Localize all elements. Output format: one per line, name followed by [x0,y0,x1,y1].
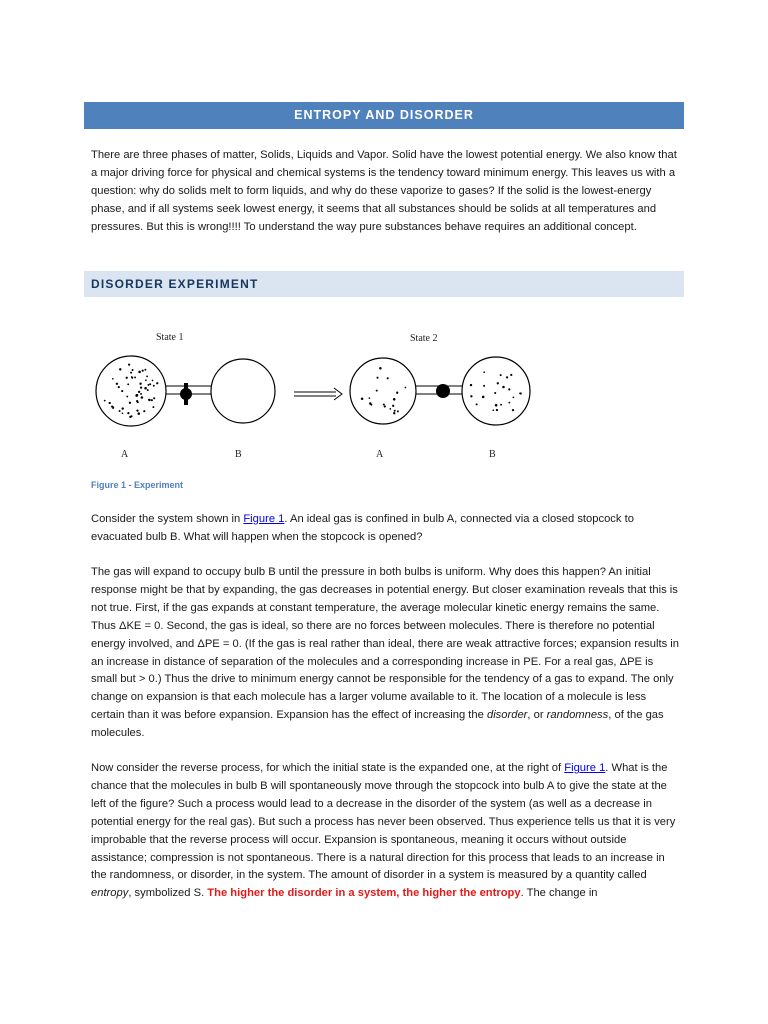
bulb-a-state2 [350,358,416,424]
gas-molecule-dot [369,397,371,399]
gas-molecule-dot [389,408,391,410]
gas-molecule-dot [151,399,153,401]
bulb-b-state1 [211,359,275,423]
state1-apparatus [96,356,275,426]
gas-molecule-dot [142,370,144,372]
gas-molecule-dot [132,369,134,371]
figure-caption: Figure 1 - Experiment [91,480,184,490]
gas-molecule-dot [376,390,378,392]
gas-molecule-dot [129,402,131,404]
gas-molecule-dot [476,403,478,405]
text: The gas will expand to occupy bulb B until the pressure in both bulbs is uniform. Why does this happen? An initial response might be that by expanding, the gas decreases in potential energy. But closer examination reveals that this is not true. First, if the gas expands at constant temperature, the average molecular kinetic energy remains the same. Thus ΔKE = 0. Second, the gas is ideal, so there are no forces between molecules. There is therefore no potential energy involved, and ΔPE = 0. (If the gas is real rather than ideal, there are weak attractive forces; expansion results in an increase in distance of separation of the molecules and a corresponding increase in PE. For a real gas, ΔPE is small but > 0.) Thus the drive to minimum energy cannot be responsible for the tendency of a gas to expand. The only change on expansion is that each molecule has a larger volume available to it. The location of a molecule is less certain than it was before expansion. Expansion has the effect of increasing the [91,566,679,722]
gas-molecule-dot [109,402,111,404]
paragraph-expansion [91,564,681,743]
gas-molecule-dot [129,416,131,418]
gas-molecule-dot [506,376,508,378]
gas-molecule-dot [149,383,151,385]
gas-molecule-dot [512,396,514,398]
gas-molecule-dot [138,391,140,393]
gas-molecule-dot [147,384,149,386]
gas-molecule-dot [405,387,407,389]
gas-molecule-dot [483,385,485,387]
bulb-label: A [121,449,129,460]
paragraph-reverse [91,760,681,903]
gas-molecule-dot [119,410,121,412]
gas-molecule-dot [116,383,118,385]
highlight-entropy-statement: The higher the disorder in a system, the higher the entropy [207,887,521,900]
experiment-diagram [84,320,684,470]
text: . What is the chance that the molecules in bulb B will spontaneously move through the stopcock into bulb A to give the state at the left of the figure? Such a process would lead to a decrease in the disorder of the system (as well as a decrease in potential energy for the real gas). But such a process has never been observed. Thus experience tells us that it is very improbable that the reverse process will occur. Expansion is spontaneous, meaning it occurs without outside assistance; compression is not spontaneous. There is a natural direction for this process that leads to an increase in the randomness, or disorder, in the system. The amount of disorder in a system is measured by a quantity called [91,762,676,882]
gas-molecule-dot [392,405,394,407]
gas-molecule-dot [140,386,142,388]
bulb-label: B [235,449,242,460]
gas-molecule-dot [496,409,498,411]
gas-molecule-dot [127,383,129,385]
stopcock-open [436,384,450,398]
gas-molecule-dot [370,404,372,406]
gas-molecule-dot [143,410,145,412]
gas-molecule-dot [146,376,148,378]
process-arrow [294,388,342,400]
gas-molecule-dot [361,397,364,400]
gas-molecule-dot [508,402,510,404]
gas-molecule-dot [140,393,142,395]
gas-molecule-dot [121,390,123,392]
gas-molecule-dot [495,404,498,407]
gas-molecule-dot [500,374,502,376]
paragraph-consider [91,511,681,547]
gas-molecule-dot [130,372,132,374]
gas-molecule-dot [492,409,494,411]
gas-molecule-dot [483,371,485,373]
gas-molecule-dot [396,392,398,394]
gas-molecule-dot [393,412,395,414]
text: . An ideal gas is confined in bulb A, connected via a closed stopcock to evacuated bulb B. What will happen when the stopcock is opened? [91,513,634,543]
gas-molecule-dot [397,410,399,412]
state2-label: State 2 [410,333,438,344]
text: . The change in [520,887,598,900]
gas-molecule-dot [519,392,521,394]
emphasis-randomness: randomness [546,709,609,722]
gas-molecule-dot [494,392,496,394]
gas-molecule-dot [119,368,121,370]
state1-label: State 1 [156,332,184,343]
gas-molecule-dot [145,379,147,381]
gas-molecule-dot [122,412,124,414]
gas-molecule-dot [470,384,472,386]
page-title: ENTROPY AND DISORDER [84,102,684,129]
gas-molecule-dot [137,401,139,403]
gas-molecule-dot [113,406,115,408]
gas-molecule-dot [497,382,499,384]
gas-molecule-dot [152,406,154,408]
gas-molecule-dot [508,388,510,390]
gas-molecule-dot [104,400,106,402]
gas-molecule-dot [112,378,114,380]
gas-molecule-dot [152,380,154,382]
gas-molecule-dot [138,412,141,415]
bulb-b-state2 [462,357,530,425]
gas-molecule-dot [393,398,396,401]
gas-molecule-dot [126,377,128,379]
gas-molecule-dot [118,386,120,388]
gas-molecule-dot [383,404,385,406]
gas-molecule-dot [127,412,129,414]
gas-molecule-dot [147,389,149,391]
state2-apparatus [350,357,530,425]
gas-molecule-dot [470,395,472,397]
gas-molecule-dot [376,377,378,379]
gas-molecule-dot [512,409,514,411]
gas-molecule-dot [139,383,141,385]
gas-molecule-dot [126,396,128,398]
gas-molecule-dot [128,364,130,366]
text: , symbolized S. [128,887,208,900]
gas-molecule-dot [510,374,512,376]
gas-molecule-dot [387,377,389,379]
gas-molecule-dot [379,367,382,370]
emphasis-entropy: entropy [91,887,129,900]
intro-paragraph: There are three phases of matter, Solids, Liquids and Vapor. Solid have the lowest potential energy. We also know that a major driving force for physical and chemical systems is the tendency toward minimum energy. This leaves us with a question: why do solids melt to form liquids, and why do these vaporize to gases? If the solid is the lowest-energy phase, and if all systems seek lowest energy, it seems that all substances should be solids at all temperatures and pressures. But this is wrong!!!! To understand the way pure substances behave requires an additional concept. [91,149,677,233]
figure-experiment [84,320,684,470]
text: Consider the system shown in [91,513,244,525]
text: , or [527,709,547,722]
gas-molecule-dot [148,399,150,401]
gas-molecule-dot [482,396,485,399]
gas-molecule-dot [135,394,138,397]
gas-molecule-dot [134,376,136,378]
gas-molecule-dot [131,376,133,378]
gas-molecule-dot [144,369,146,371]
gas-molecule-dot [153,397,155,399]
section-heading: DISORDER EXPERIMENT [84,271,684,297]
figure-link[interactable]: Figure 1 [564,762,606,774]
gas-molecule-dot [502,386,505,389]
gas-molecule-dot [500,404,502,406]
bulb-label: B [489,449,496,460]
gas-molecule-dot [394,410,396,412]
gas-molecule-dot [141,396,144,399]
bulb-label: A [376,449,384,460]
gas-molecule-dot [153,385,155,387]
figure-link[interactable]: Figure 1 [243,513,285,525]
gas-molecule-dot [384,405,386,407]
gas-molecule-dot [136,409,138,411]
gas-molecule-dot [138,371,141,374]
text: , of the gas molecules. [91,709,664,740]
gas-molecule-dot [144,387,147,390]
gas-molecule-dot [122,407,124,409]
gas-molecule-dot [156,382,158,384]
text: Now consider the reverse process, for which the initial state is the expanded one, at the right of [91,762,565,774]
emphasis-disorder: disorder [486,709,528,722]
